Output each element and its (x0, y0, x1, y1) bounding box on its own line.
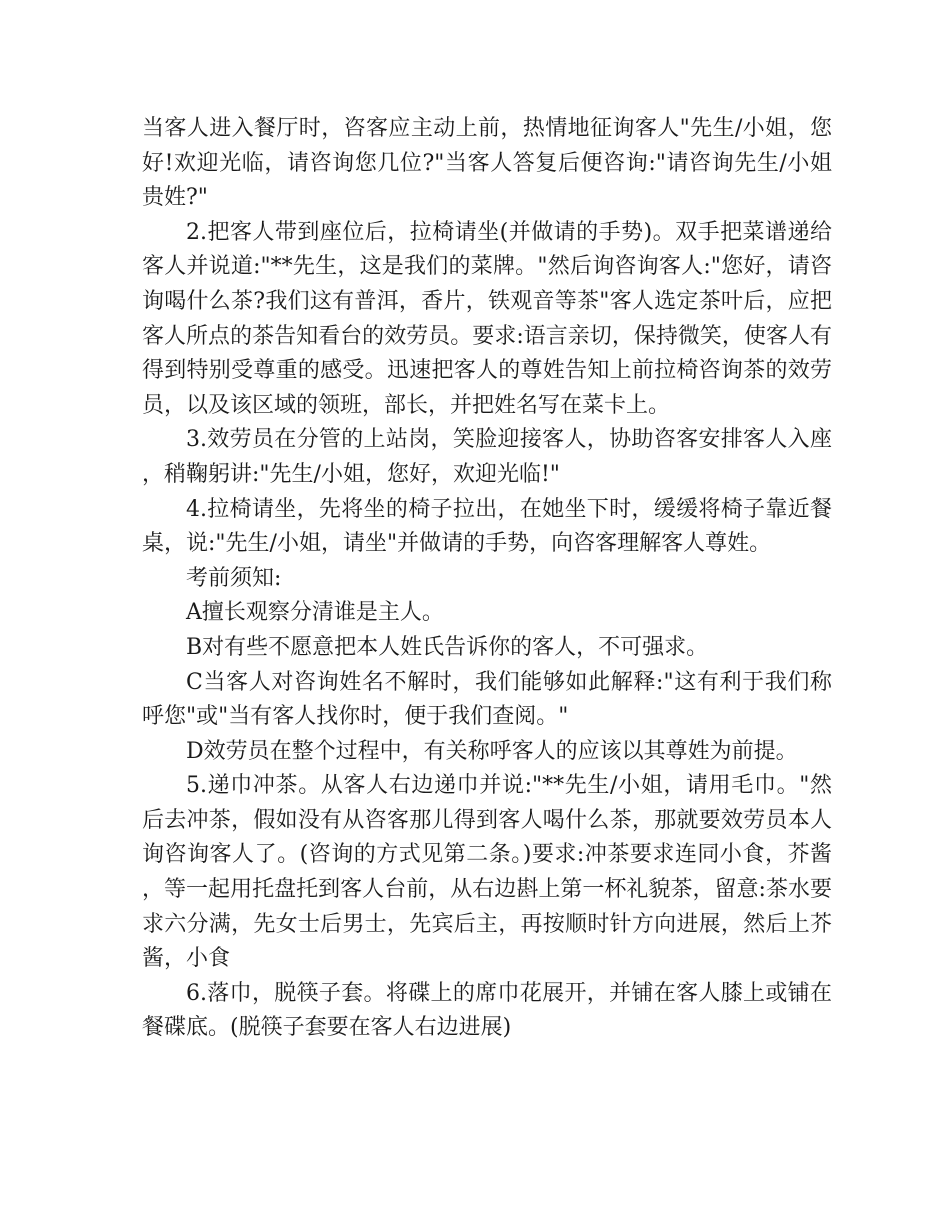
paragraph-notes-heading: 考前须知: (186, 565, 282, 591)
paragraph-greeting: 当客人进入餐厅时，咨客应主动上前，热情地征询客人"先生/小姐，您好!欢迎光临，请咨询您几位?"当客人答复后便咨询:"请咨询先生/小姐贵姓?" (142, 116, 832, 211)
paragraph-note-b: B对有些不愿意把本人姓氏告诉你的客人，不可强求。 (186, 634, 709, 660)
paragraph-step-6: 6.落巾，脱筷子套。将碟上的席巾花展开，并铺在客人膝上或铺在餐碟底。(脱筷子套要在客人右边进展) (142, 980, 832, 1041)
paragraph-step-2: 2.把客人带到座位后，拉椅请坐(并做请的手势)。双手把菜谱递给客人并说道:"**先生，这是我们的菜牌。"然后询咨询客人:"您好，请咨询喝什么茶?我们这有普洱，香片，铁观音等茶"客人选定茶叶后，应把客人所点的茶告知看台的效劳员。要求:语言亲切，保持微笑，使客人有得到特别受尊重的感受。迅速把客人的尊姓告知上前拉椅咨询茶的效劳员，以及该区域的领班，部长，并把姓名写在菜卡上。 (142, 219, 832, 418)
paragraph-note-d: D效劳员在整个过程中，有关称呼客人的应该以其尊姓为前提。 (186, 738, 798, 764)
paragraph-step-4: 4.拉椅请坐，先将坐的椅子拉出，在她坐下时，缓缓将椅子靠近餐桌，说:"先生/小姐，请坐"并做请的手势，向咨客理解客人尊姓。 (142, 496, 832, 557)
paragraph-note-c: C当客人对咨询姓名不解时，我们能够如此解释:"这有利于我们称呼您"或"当有客人找你时，便于我们查阅。" (142, 669, 832, 730)
paragraph-note-a: A擅长观察分清谁是主人。 (186, 600, 444, 626)
document-body (142, 112, 832, 1046)
paragraph-step-5: 5.递巾冲茶。从客人右边递巾并说:"**先生/小姐，请用毛巾。"然后去冲茶，假如没有从咨客那儿得到客人喝什么茶，那就要效劳员本人询咨询客人了。(咨询的方式见第二条。)要求:冲茶要求连同小食，芥酱，等一起用托盘托到客人台前，从右边斟上第一杯礼貌茶，留意:茶水要求六分满，先女士后男士，先宾后主，再按顺时针方向进展，然后上芥酱，小食 (142, 773, 832, 972)
paragraph-step-3: 3.效劳员在分管的上站岗，笑脸迎接客人，协助咨客安排客人入座，稍鞠躬讲:"先生/小姐，您好，欢迎光临!" (142, 427, 832, 487)
